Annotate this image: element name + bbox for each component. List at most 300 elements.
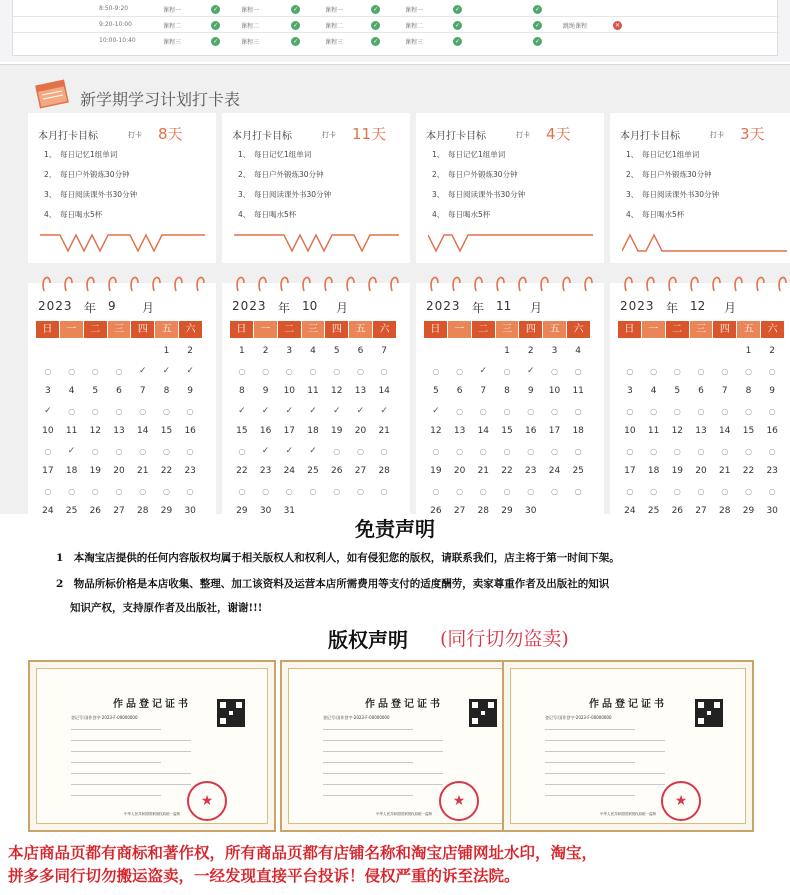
goal-label: 打卡 — [516, 131, 530, 139]
certificate-text-line — [71, 784, 191, 785]
checkin-mark: ✓ — [261, 406, 270, 416]
calendar-day: 28 — [477, 506, 490, 516]
cross-icon: ✕ — [614, 22, 621, 29]
calendar-day: 1 — [163, 346, 170, 356]
checkin-mark: ○ — [650, 406, 658, 416]
checkin-mark: ○ — [356, 446, 364, 456]
checkin-mark: ○ — [527, 406, 535, 416]
calendar-day: 23 — [766, 466, 778, 476]
checkin-mark: ✓ — [67, 446, 76, 456]
goal-item: 1、 每日记忆1组单词 — [626, 150, 700, 159]
checkin-mark: ○ — [139, 406, 147, 416]
calendar-day: 29 — [501, 506, 513, 516]
calendar-day: 4 — [310, 346, 316, 356]
calendar-month-unit: 月 — [530, 301, 543, 315]
calendar-day: 13 — [113, 426, 125, 436]
checkin-mark: ○ — [626, 486, 634, 496]
calendar-row — [230, 401, 396, 421]
weekday-label: 五 — [349, 321, 372, 338]
calendar-month: 11 — [496, 299, 512, 313]
qr-code-icon — [217, 699, 245, 727]
calendar-day: 2 — [769, 346, 776, 356]
calendar-day: 25 — [65, 506, 78, 516]
calendar-day: 16 — [766, 426, 778, 436]
weekday-label: 四 — [519, 321, 542, 338]
calendar-day: 4 — [650, 386, 657, 396]
calendar-row — [36, 341, 202, 361]
calendar-day: 18 — [647, 466, 660, 476]
disclaimer-line-1: 1 本淘宝店提供的任何内容版权均属于相关版权人和权利人，如有侵犯您的版权，请联系我们，店主将于第一时间下架。 — [56, 552, 620, 564]
calendar-month: 10 — [302, 299, 318, 313]
checkin-mark: ○ — [503, 366, 511, 376]
calendar-row — [618, 361, 784, 381]
calendar-day: 27 — [354, 466, 367, 476]
weekday-label: 三 — [108, 321, 131, 338]
calendar-row — [36, 461, 202, 481]
calendar-day: 10 — [548, 386, 561, 396]
checkin-mark: ○ — [697, 446, 705, 456]
checkin-mark: ✓ — [238, 406, 246, 416]
calendar-row — [230, 441, 396, 461]
weekday-label: 二 — [472, 321, 495, 338]
calendar-row — [618, 441, 784, 461]
calendar-day: 21 — [378, 426, 390, 436]
certificate-frame — [288, 668, 520, 824]
calendar-day: 3 — [286, 346, 293, 356]
checkin-mark: ○ — [356, 486, 364, 496]
certificate-title: 作品登记证书 — [365, 699, 443, 710]
calendar-day: 21 — [137, 466, 149, 476]
goal-item: 4、 每日喝水5杯 — [626, 210, 685, 219]
certificate-text-line — [545, 740, 665, 741]
calendar-day: 29 — [160, 506, 173, 516]
weekday-label: 三 — [496, 321, 519, 338]
goal-heading: 本月打卡目标 — [426, 131, 486, 142]
calendar-day: 26 — [89, 506, 102, 516]
calendar-day: 20 — [354, 426, 367, 436]
check-icon: ✓ — [292, 22, 299, 29]
check-icon: ✓ — [212, 38, 219, 45]
checkin-mark: ○ — [333, 446, 341, 456]
calendar-day: 25 — [647, 506, 660, 516]
checkin-mark: ○ — [91, 486, 99, 496]
course-cell: 课程三 — [241, 39, 260, 46]
calendar-day: 30 — [525, 506, 537, 516]
calendar-day: 26 — [430, 506, 442, 516]
goal-label: 打卡 — [322, 131, 336, 139]
table-row — [13, 36, 779, 49]
checkin-mark: ○ — [380, 446, 388, 456]
certificate-frame — [510, 668, 746, 824]
weekday-label: 六 — [761, 321, 784, 338]
weekday-label: 四 — [713, 321, 736, 338]
ring-binder-icon — [424, 271, 599, 295]
calendar-day: 24 — [283, 466, 296, 476]
calendar-row — [36, 481, 202, 501]
calendar-year-unit: 年 — [278, 301, 291, 315]
checkin-mark: ○ — [527, 446, 535, 456]
checkin-mark: ○ — [456, 366, 464, 376]
calendar-day: 24 — [548, 466, 561, 476]
checkin-mark: ○ — [44, 446, 52, 456]
disclaimer-line-3: 知识产权，支持原作者及出版社，谢谢!!! — [70, 602, 263, 614]
calendar-day: 24 — [624, 506, 636, 516]
time-cell: 10:00-10:40 — [99, 37, 136, 44]
calendar-day: 4 — [68, 386, 75, 396]
calendar-day: 23 — [184, 466, 196, 476]
checkin-mark: ○ — [626, 406, 634, 416]
certificate-text-line — [545, 795, 635, 796]
calendar-day: 28 — [719, 506, 731, 516]
calendar-day: 5 — [432, 386, 439, 396]
check-icon: ✓ — [534, 6, 541, 13]
calendar-month: 12 — [690, 299, 706, 313]
checkin-mark: ○ — [186, 406, 194, 416]
planner-title: 新学期学习计划打卡表 — [80, 90, 241, 109]
calendar-day: 14 — [719, 426, 731, 436]
calendar-day: 20 — [113, 466, 125, 476]
checkin-mark: ○ — [309, 486, 317, 496]
goal-item: 2、 每日户外锻炼30分钟 — [626, 170, 712, 179]
calendar-day: 8 — [163, 386, 170, 396]
calendar-day: 27 — [695, 506, 707, 516]
calendar-row — [618, 401, 784, 421]
calendar-day: 5 — [674, 386, 681, 396]
ring-binder-icon — [618, 271, 790, 295]
checkin-mark: ○ — [68, 366, 76, 376]
calendar-day: 12 — [671, 426, 684, 436]
calendar-row — [424, 361, 590, 381]
calendar-day: 12 — [331, 386, 343, 396]
official-seal-icon: ★ — [661, 781, 701, 821]
check-icon: ✓ — [292, 38, 299, 45]
calendar-day: 9 — [769, 386, 776, 396]
goal-label: 打卡 — [710, 131, 724, 139]
checkin-mark: ○ — [721, 406, 729, 416]
checkin-mark: ○ — [479, 486, 487, 496]
planner-section — [0, 64, 790, 514]
checkin-mark: ✓ — [309, 406, 317, 416]
calendar-day: 26 — [671, 506, 684, 516]
weekday-header — [230, 321, 396, 338]
calendar-day: 25 — [572, 466, 584, 476]
schedule-table — [12, 0, 778, 56]
course-cell: 课程二 — [325, 23, 344, 30]
weekday-label: 四 — [131, 321, 154, 338]
weekday-label: 五 — [737, 321, 760, 338]
calendar-day: 18 — [572, 426, 584, 436]
checkin-mark: ○ — [626, 366, 634, 376]
calendar-day: 23 — [525, 466, 537, 476]
calendar-day: 6 — [357, 346, 364, 356]
certificate-footer: 中华人民共和国国家版权局统一监制 — [600, 812, 656, 816]
weekday-header — [424, 321, 590, 338]
checkin-mark: ○ — [744, 446, 752, 456]
checkin-mark: ○ — [238, 366, 246, 376]
calendar-day: 27 — [113, 506, 125, 516]
calendar-row — [618, 341, 784, 361]
calendar-row — [36, 401, 202, 421]
calendar-day: 9 — [187, 386, 194, 396]
calendar-row — [230, 421, 396, 441]
calendar-grid — [230, 341, 396, 521]
checkin-mark: ○ — [673, 446, 681, 456]
calendar-day: 12 — [430, 426, 442, 436]
calendar-day: 17 — [42, 466, 54, 476]
calendar-day: 2 — [527, 346, 534, 356]
checkin-mark: ○ — [139, 446, 147, 456]
checkin-mark: ○ — [380, 366, 388, 376]
checkin-mark: ✓ — [432, 406, 440, 416]
goal-heading: 本月打卡目标 — [232, 131, 292, 142]
copyright-subtitle: (同行切勿盗卖) — [440, 628, 569, 650]
official-seal-icon: ★ — [439, 781, 479, 821]
calendar-day: 19 — [671, 466, 684, 476]
certificate-text-line — [545, 751, 665, 752]
calendar-day: 10 — [42, 426, 54, 436]
checkin-mark: ○ — [768, 406, 776, 416]
ring-binder-icon — [230, 271, 405, 295]
calendar-day: 14 — [477, 426, 490, 436]
certificate-image — [280, 660, 528, 832]
checkin-mark: ○ — [550, 486, 558, 496]
certificate-text-line — [71, 729, 161, 730]
checkin-mark: ○ — [139, 486, 147, 496]
check-icon: ✓ — [292, 6, 299, 13]
course-cell: 课程一 — [405, 7, 424, 14]
checkin-mark: ✓ — [162, 366, 171, 376]
weekday-label: 五 — [543, 321, 566, 338]
certificate-text-line — [323, 784, 443, 785]
checkin-mark: ○ — [721, 366, 729, 376]
certificate-number: 登记号:国作登字-2023-F-00000000 — [71, 715, 138, 720]
checkin-mark: ○ — [456, 406, 464, 416]
calendar-row — [36, 381, 202, 401]
course-cell: 课程二 — [241, 23, 260, 30]
calendar-card — [416, 283, 604, 515]
checkin-mark: ○ — [650, 366, 658, 376]
calendar-row — [230, 341, 396, 361]
checkin-mark: ○ — [333, 486, 341, 496]
checkin-mark: ○ — [285, 486, 293, 496]
weekday-label: 六 — [567, 321, 590, 338]
checkin-mark: ○ — [115, 366, 123, 376]
checkin-mark: ○ — [432, 446, 440, 456]
wave-decoration — [234, 231, 399, 253]
calendar-day: 19 — [430, 466, 442, 476]
checkin-mark: ○ — [479, 406, 487, 416]
checkin-mark: ○ — [456, 446, 464, 456]
qr-code-icon — [469, 699, 497, 727]
calendar-day: 15 — [742, 426, 755, 436]
calendar-day: 8 — [504, 386, 510, 396]
checkin-mark: ○ — [262, 486, 270, 496]
calendar-month-unit: 月 — [724, 301, 737, 315]
calendar-year-unit: 年 — [472, 301, 485, 315]
checkin-mark: ○ — [550, 406, 558, 416]
goal-item: 3、 每日阅读课外书30分钟 — [626, 190, 720, 199]
calendar-month: 9 — [108, 299, 116, 313]
checkin-mark: ○ — [574, 406, 582, 416]
calendar-day: 18 — [65, 466, 78, 476]
checkin-mark: ○ — [503, 446, 511, 456]
wave-decoration — [622, 231, 787, 253]
checkin-mark: ✓ — [261, 446, 270, 456]
checkin-mark: ○ — [162, 486, 170, 496]
table-row — [13, 4, 779, 17]
checkin-mark: ○ — [574, 366, 582, 376]
calendar-row — [424, 381, 590, 401]
checkin-mark: ○ — [285, 366, 293, 376]
calendar-day: 1 — [745, 346, 752, 356]
certificate-text-line — [323, 762, 413, 763]
checkin-mark: ○ — [262, 366, 270, 376]
weekday-label: 日 — [36, 321, 59, 338]
checkin-mark: ✓ — [526, 366, 535, 376]
calendar-day: 7 — [381, 346, 388, 356]
calendar-day: 23 — [259, 466, 272, 476]
calendar-row — [36, 361, 202, 381]
calendar-row — [618, 461, 784, 481]
calendar-month-unit: 月 — [142, 301, 155, 315]
checkin-mark: ○ — [238, 446, 246, 456]
calendar-day: 16 — [525, 426, 537, 436]
calendar-row — [230, 461, 396, 481]
checkin-mark: ○ — [697, 486, 705, 496]
weekday-header — [36, 321, 202, 338]
calendar-grid — [36, 341, 202, 521]
calendar-row — [424, 441, 590, 461]
wave-decoration — [40, 231, 205, 253]
calendar-day: 22 — [501, 466, 513, 476]
goal-item: 1、 每日记忆1组单词 — [432, 150, 506, 159]
checkin-mark: ○ — [115, 406, 123, 416]
certificate-number: 登记号:国作登字-2023-F-00000000 — [545, 715, 612, 720]
checkin-mark: ○ — [68, 486, 76, 496]
certificate-text-line — [323, 751, 443, 752]
course-cell: 课程三 — [405, 39, 424, 46]
checkin-mark: ○ — [309, 366, 317, 376]
checkin-mark: ✓ — [44, 406, 52, 416]
goal-item: 4、 每日喝水5杯 — [44, 210, 103, 219]
goal-item: 1、 每日记忆1组单词 — [44, 150, 118, 159]
calendar-day: 13 — [453, 426, 466, 436]
goal-label: 打卡 — [128, 131, 142, 139]
certificate-text-line — [545, 784, 665, 785]
goal-item: 1、 每日记忆1组单词 — [238, 150, 312, 159]
calendar-year: 2023 — [232, 299, 267, 313]
certificate-text-line — [323, 740, 443, 741]
checkin-mark: ○ — [91, 446, 99, 456]
goal-days: 8天 — [158, 125, 183, 143]
certificate-text-line — [71, 762, 161, 763]
goal-days: 3天 — [740, 125, 765, 143]
check-icon: ✓ — [372, 38, 379, 45]
calendar-day: 2 — [262, 346, 269, 356]
checkin-mark: ○ — [186, 486, 194, 496]
checkin-mark: ○ — [673, 486, 681, 496]
weekday-label: 三 — [690, 321, 713, 338]
checkin-mark: ○ — [356, 366, 364, 376]
checkin-mark: ○ — [91, 366, 99, 376]
ring-binder-icon — [36, 271, 211, 295]
goal-heading: 本月打卡目标 — [38, 131, 98, 142]
calendar-row — [36, 441, 202, 461]
calendar-icon — [32, 77, 72, 109]
calendar-day: 11 — [65, 426, 78, 436]
weekday-label: 一 — [254, 321, 277, 338]
calendar-day: 21 — [477, 466, 490, 476]
calendar-day: 17 — [548, 426, 561, 436]
checkin-mark: ✓ — [332, 406, 341, 416]
calendar-day: 3 — [44, 386, 51, 396]
checkin-mark: ○ — [333, 366, 341, 376]
check-icon: ✓ — [534, 38, 541, 45]
goal-heading: 本月打卡目标 — [620, 131, 680, 142]
calendar-day: 18 — [307, 426, 319, 436]
checkin-mark: ○ — [44, 486, 52, 496]
calendar-day: 22 — [160, 466, 173, 476]
checkin-mark: ○ — [380, 486, 388, 496]
calendar-row — [230, 381, 396, 401]
checkin-mark: ○ — [238, 486, 246, 496]
calendar-day: 6 — [116, 386, 122, 396]
checkin-mark: ○ — [574, 486, 582, 496]
goal-item: 3、 每日阅读课外书30分钟 — [432, 190, 526, 199]
course-cell: 课程一 — [163, 7, 182, 14]
certificate-text-line — [323, 795, 413, 796]
calendar-day: 2 — [187, 346, 194, 356]
certificate-text-line — [71, 795, 161, 796]
calendar-row — [424, 421, 590, 441]
checkin-mark: ○ — [768, 486, 776, 496]
checkin-mark: ○ — [115, 446, 123, 456]
checkin-mark: ○ — [44, 366, 52, 376]
check-icon: ✓ — [212, 22, 219, 29]
weekday-label: 二 — [278, 321, 301, 338]
weekday-label: 一 — [60, 321, 83, 338]
calendar-day: 19 — [331, 426, 343, 436]
certificate-title: 作品登记证书 — [589, 699, 667, 710]
calendar-day: 28 — [137, 506, 149, 516]
calendar-day: 7 — [139, 386, 146, 396]
calendar-day: 20 — [453, 466, 466, 476]
calendar-row — [618, 421, 784, 441]
calendar-day: 16 — [184, 426, 196, 436]
checkin-mark: ○ — [650, 446, 658, 456]
goal-item: 2、 每日户外锻炼30分钟 — [238, 170, 324, 179]
course-cell: 课程三 — [163, 39, 182, 46]
calendar-day: 17 — [283, 426, 296, 436]
calendar-day: 9 — [527, 386, 534, 396]
checkin-mark: ○ — [768, 366, 776, 376]
checkin-mark: ○ — [503, 486, 511, 496]
goal-item: 2、 每日户外锻炼30分钟 — [44, 170, 130, 179]
calendar-card — [222, 283, 410, 515]
checkin-mark: ✓ — [356, 406, 365, 416]
disclaimer-line-2: 2 物品所标价格是本店收集、整理、加工该资料及运营本店所需费用等支付的适度酬劳，卖家尊重作者及出版社的知识 — [56, 578, 610, 590]
table-row — [13, 20, 779, 33]
calendar-day: 30 — [766, 506, 778, 516]
weekday-label: 四 — [325, 321, 348, 338]
calendar-day: 10 — [283, 386, 296, 396]
calendar-day: 30 — [184, 506, 196, 516]
weekday-label: 日 — [618, 321, 641, 338]
checkin-mark: ✓ — [138, 366, 147, 376]
calendar-day: 15 — [501, 426, 513, 436]
certificate-text-line — [71, 751, 191, 752]
calendar-day: 10 — [624, 426, 636, 436]
